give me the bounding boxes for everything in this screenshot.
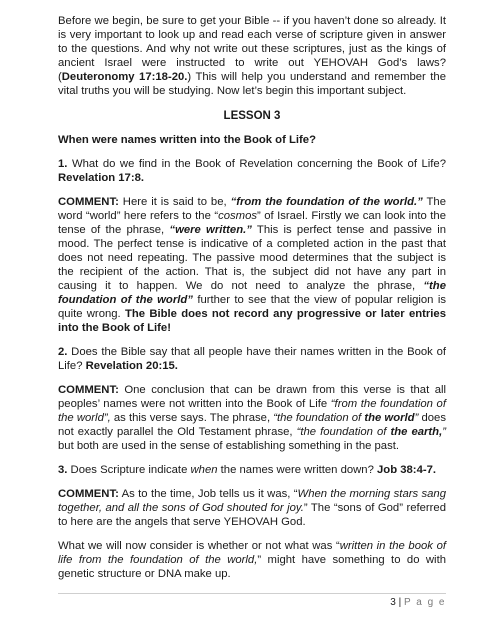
question-text: the names were written down? — [217, 464, 378, 476]
italic-quote: When the morning stars sang together, and all the sons of God shouted for joy. — [58, 488, 446, 514]
emphasis-phrase: “from the foundation of the world.” — [230, 196, 423, 208]
page-word: P a g e — [403, 597, 446, 608]
italic-quote: written in the book of life from the foundation of the world, — [58, 540, 446, 566]
scripture-ref: Job 38:4-7. — [377, 464, 437, 476]
emphasis-phrase: “the foundation of the world” — [58, 280, 446, 306]
emphasis-word: cosmos — [218, 210, 258, 222]
comment-2 — [58, 383, 446, 453]
emphasis-phrase: the world — [364, 412, 415, 424]
question-text: Does Scripture indicate — [67, 464, 191, 476]
intro-text-end: ) This will help you understand and remember the vital truths you will be studying. Now let’s begin this important subject. — [58, 71, 446, 97]
comment-label: COMMENT: — [58, 488, 119, 500]
italic-phrase: “the foundation of — [273, 412, 365, 424]
footer-separator: | — [395, 597, 404, 608]
scripture-ref: Revelation 17:8. — [58, 172, 145, 184]
comment-label: COMMENT: — [58, 196, 119, 208]
main-question: When were names written into the Book of Life? — [58, 134, 316, 146]
question-1 — [58, 157, 446, 185]
intro-text: Before we begin, be sure to get your Bible -- if you haven’t done so already. It is very important to look up and read each verse of scripture given in answer to the questions. And why not write out these scriptures, just as the kings of ancient Israel were instructed to write out YEHOVAH God’s laws? ( — [58, 15, 446, 83]
closing-text: What we will now consider is whether or not what was “ — [58, 540, 340, 552]
page-footer — [390, 597, 446, 608]
intro-paragraph — [58, 14, 446, 98]
comment-text: One conclusion that can be drawn from this verse is that all peoples’ names were not written into the Book of Life — [58, 384, 446, 410]
italic-phrase: “from the foundation of the world”, — [58, 398, 446, 424]
document-body — [58, 14, 446, 591]
comment-text: as this verse says. The phrase, — [110, 412, 274, 424]
question-number: 1. — [58, 158, 68, 170]
intro-scripture-ref: Deuteronomy 17:18-20. — [61, 71, 188, 83]
bold-statement: The Bible does not record any progressive or later entries into the Book of Life! — [58, 308, 446, 334]
italic-quote: ” — [414, 412, 419, 424]
comment-3 — [58, 487, 446, 529]
closing-text: ” might have something to do with genetic structure or DNA make up. — [58, 554, 446, 580]
question-text: What do we find in the Book of Revelation concerning the Book of Life? — [67, 158, 446, 170]
question-2 — [58, 345, 446, 373]
comment-text: further to see that the view of popular religion is quite wrong. — [58, 294, 446, 320]
italic-quote: ” — [442, 426, 446, 438]
question-number: 2. — [58, 346, 68, 358]
comment-text: This is perfect tense and passive in mood. The perfect tense is indicative of a completed action in the past that does not need repeating. The passive mood determines that the subject is the recipient of the action. That is, the subject did not have any part in causing it to happen. We do not need to analyze the phrase, — [58, 224, 447, 292]
comment-text: Here it is said to be, — [118, 196, 231, 208]
question-text: Does the Bible say that all people have their names written in the Book of Life? — [58, 346, 446, 372]
comment-text: ” The “sons of God” referred to here are the angels that serve YEHOVAH God. — [58, 502, 446, 528]
comment-1 — [58, 195, 446, 335]
question-number: 3. — [58, 464, 68, 476]
footer-divider — [58, 593, 446, 594]
lesson-title: LESSON 3 — [223, 110, 281, 122]
italic-word: when — [190, 464, 218, 476]
comment-text: ” of Israel. Firstly we can look into the tense of the phrase, — [58, 210, 446, 236]
emphasis-phrase: the earth, — [390, 426, 443, 438]
page-number: 3 — [390, 597, 396, 608]
closing-paragraph — [58, 539, 446, 581]
comment-text: As to the time, Job tells us it was, “ — [118, 488, 298, 500]
italic-phrase: “the foundation of — [296, 426, 391, 438]
comment-text: but both are used in the sense of establishing something in the past. — [58, 440, 400, 452]
comment-label: COMMENT: — [58, 384, 119, 396]
emphasis-phrase: “were written.” — [169, 224, 252, 236]
question-3 — [58, 463, 446, 477]
scripture-ref: Revelation 20:15. — [85, 360, 178, 372]
comment-text: The word “world” here refers to the “ — [58, 196, 446, 222]
comment-text: does not exactly parallel the Old Testament phrase, — [58, 412, 446, 438]
